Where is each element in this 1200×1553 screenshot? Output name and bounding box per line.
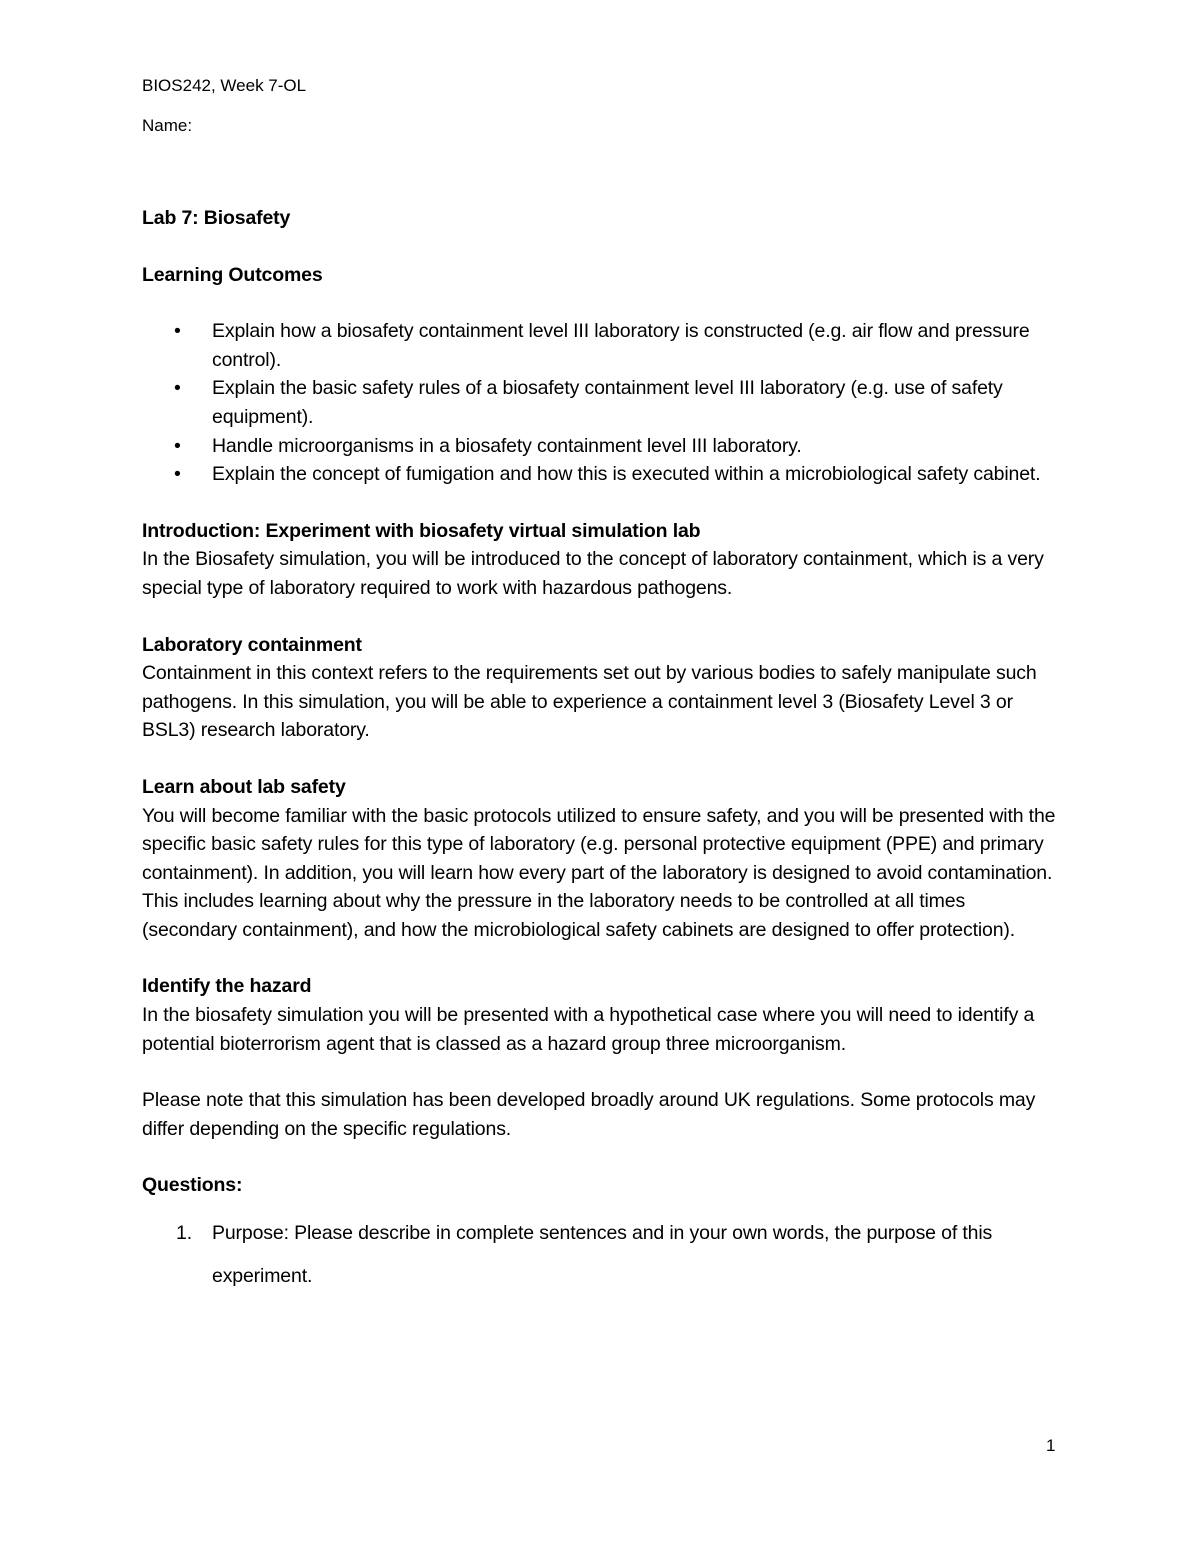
outcome-text: Handle microorganisms in a biosafety containment level III laboratory. (212, 434, 802, 457)
lab-title: Lab 7: Biosafety (142, 207, 291, 229)
list-item (142, 1212, 1062, 1298)
learning-outcomes-list (142, 317, 1062, 489)
question-text: Purpose: Please describe in complete sentences and in your own words, the purpose of this experiment. (212, 1222, 993, 1288)
questions-list (142, 1212, 1062, 1298)
name-label: Name: (142, 116, 193, 135)
document-body (142, 204, 1062, 1298)
list-item (142, 317, 1062, 374)
bullet-icon: • (174, 320, 181, 343)
learning-outcomes-heading: Learning Outcomes (142, 263, 323, 286)
questions-heading: Questions: (142, 1174, 243, 1197)
hazard-paragraph: In the biosafety simulation you will be presented with a hypothetical case where you will need to identify a potential bioterrorism agent that is classed as a hazard group three microorganism. (142, 1004, 1035, 1055)
bullet-icon: • (174, 377, 181, 400)
hazard-heading: Identify the hazard (142, 975, 312, 998)
introduction-paragraph: In the Biosafety simulation, you will be introduced to the concept of laboratory containment, which is a very special type of laboratory required to work with hazardous pathogens. (142, 548, 1044, 599)
outcome-text: Explain how a biosafety containment level III laboratory is constructed (e.g. air flow and pressure control). (212, 320, 1030, 371)
lab-safety-paragraph: You will become familiar with the basic protocols utilized to ensure safety, and you will be presented with the specific basic safety rules for this type of laboratory (e.g. personal protective equipment (PPE) and primary containment). In addition, you will learn how every part of the laboratory is designed to avoid contamination. This includes learning about why the pressure in the laboratory needs to be controlled at all times (secondary containment), and how the microbiological safety cabinets are designed to offer protection). (142, 804, 1056, 941)
containment-paragraph: Containment in this context refers to the requirements set out by various bodies to safely manipulate such pathogens. In this simulation, you will be able to experience a containment level 3 (Biosafety Level 3 or BSL3) research laboratory. (142, 662, 1037, 742)
list-item (142, 374, 1062, 431)
question-number: 1. (176, 1222, 192, 1245)
list-item (142, 432, 1062, 461)
introduction-heading: Introduction: Experiment with biosafety virtual simulation lab (142, 519, 701, 542)
outcome-text: Explain the basic safety rules of a biosafety containment level III laboratory (e.g. use of safety equipment). (212, 377, 1003, 428)
bullet-icon: • (174, 463, 181, 486)
containment-heading: Laboratory containment (142, 633, 362, 656)
list-item (142, 460, 1062, 489)
page-number: 1 (1046, 1436, 1056, 1455)
outcome-text: Explain the concept of fumigation and how this is executed within a microbiological safety cabinet. (212, 463, 1041, 486)
bullet-icon: • (174, 434, 181, 457)
course-header: BIOS242, Week 7-OL (142, 76, 307, 95)
lab-safety-heading: Learn about lab safety (142, 775, 346, 798)
regulations-note: Please note that this simulation has been developed broadly around UK regulations. Some protocols may differ depending on the specific regulations. (142, 1089, 1036, 1140)
